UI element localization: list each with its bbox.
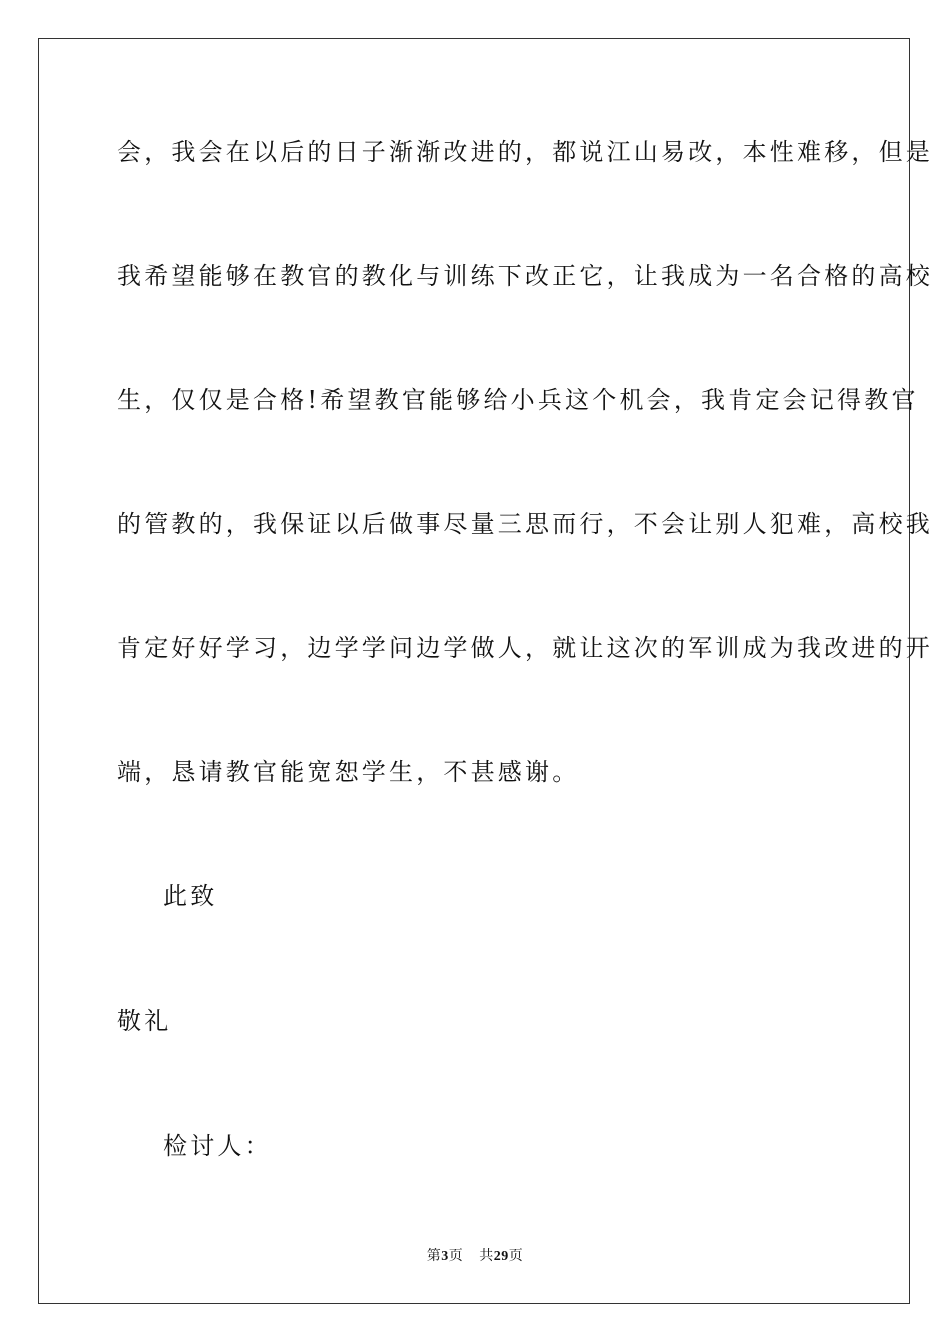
body-line-4: 的管教的，我保证以后做事尽量三思而行，不会让别人犯难，高校我 xyxy=(117,510,933,538)
body-line-2: 我希望能够在教官的教化与训练下改正它，让我成为一名合格的高校 xyxy=(117,262,933,290)
page-suffix: 页 xyxy=(448,1248,464,1264)
body-line-6: 端，恳请教官能宽恕学生，不甚感谢。 xyxy=(117,758,580,786)
page-number: 3 xyxy=(441,1249,449,1264)
page-footer xyxy=(0,1247,950,1266)
total-pages: 29 xyxy=(493,1249,509,1264)
total-suffix: 页 xyxy=(508,1248,524,1264)
closing-salutation: 此致 xyxy=(163,882,218,910)
page-prefix: 第 xyxy=(426,1248,442,1264)
body-line-1: 会，我会在以后的日子渐渐改进的，都说江山易改，本性难移，但是 xyxy=(117,138,933,166)
body-line-5: 肯定好好学习，边学学问边学做人，就让这次的军训成为我改进的开 xyxy=(117,634,933,662)
signature-label: 检讨人： xyxy=(163,1132,272,1160)
body-line-3: 生，仅仅是合格!希望教官能够给小兵这个机会，我肯定会记得教官 xyxy=(117,386,919,414)
total-prefix: 共 xyxy=(479,1248,494,1264)
page-frame xyxy=(38,38,933,1304)
regards: 敬礼 xyxy=(117,1007,172,1035)
